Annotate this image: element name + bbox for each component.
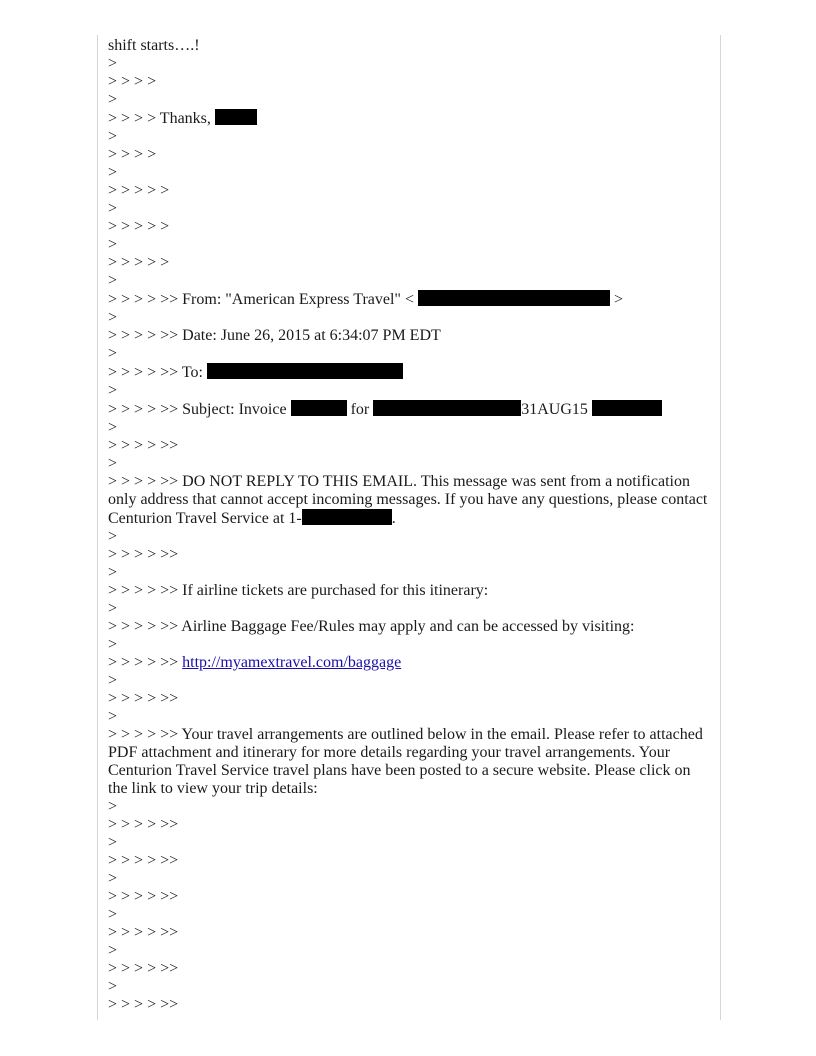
quoted-line: > > > > >> [108,960,179,977]
baggage-link-prefix: > > > > >> [108,654,183,671]
quoted-line: > [108,382,118,399]
thanks-text: > > > > Thanks, [108,110,215,127]
quoted-line: > [108,798,118,815]
redacted-phone-number [302,509,392,525]
quoted-line: > [108,345,118,362]
quoted-line: > > > > >> [108,690,179,707]
airline-tickets-line: > > > > >> If airline tickets are purchased for this itinerary: [108,582,489,599]
quoted-line: shift starts….! [108,37,200,54]
quoted-line: > > > > >> [108,996,179,1013]
quoted-line: > [108,528,118,545]
quoted-line: > > > > >> [108,816,179,833]
quoted-line: > > > > >> [108,888,179,905]
do-not-reply-text: > > > > >> DO NOT REPLY TO THIS EMAIL. This message was sent from a notification only address that cannot accept incoming messages. If you have any questions, please contact Centurion Travel Service at 1- [108,473,708,527]
quoted-line: > [108,164,118,181]
quoted-line: > > > > >> [108,437,179,454]
quoted-line: > [108,419,118,436]
subject-date: 31AUG15 [521,401,592,418]
subject-for: for [346,401,374,418]
redacted-recipient [207,363,403,379]
quoted-line: > [108,309,118,326]
quoted-line: > > > > >> [108,852,179,869]
quoted-line: > > > > >> [108,924,179,941]
date-line: > > > > >> Date: June 26, 2015 at 6:34:07 PM EDT [108,327,441,344]
travel-arrangements-paragraph: > > > > >> Your travel arrangements are outlined below in the email. Please refer to attached PDF attachment and itinerary for more details regarding your travel arrangements. Your Centurion Travel Service travel plans have been posted to a secure website. Please click on the link to view your trip details: [108,726,703,797]
quoted-line: > > > > [108,146,157,163]
to-label: > > > > >> To: [108,364,207,381]
quoted-line: > [108,91,118,108]
quoted-line: > [108,834,118,851]
thanks-line [108,109,708,128]
quoted-line: > > > > > [108,182,170,199]
quoted-line: > > > > > [108,254,170,271]
redacted-email-address [418,290,610,306]
quoted-line: > [108,942,118,959]
do-not-reply-end: . [391,510,396,527]
quoted-line: > [108,455,118,472]
from-line [108,290,708,309]
quoted-line: > [108,870,118,887]
quoted-line: > [108,708,118,725]
document-page [97,35,721,1020]
quoted-line: > [108,672,118,689]
from-label: > > > > >> From: "American Express Travel" < [108,291,418,308]
quoted-line: > [108,978,118,995]
quoted-line: > [108,55,118,72]
quoted-line: > [108,200,118,217]
subject-label: > > > > >> Subject: Invoice [108,401,291,418]
email-body [108,37,708,1014]
quoted-line: > [108,600,118,617]
baggage-fee-line: > > > > >> Airline Baggage Fee/Rules may apply and can be accessed by visiting: [108,618,635,635]
redacted-destination [592,400,662,416]
subject-line [108,400,708,419]
quoted-line: > > > > [108,73,157,90]
to-line [108,363,708,382]
baggage-link-line [108,654,708,672]
quoted-line: > [108,128,118,145]
redacted-invoice-number [291,400,347,416]
do-not-reply-paragraph [108,473,708,528]
from-close: > [609,291,624,308]
quoted-line: > [108,564,118,581]
baggage-link[interactable]: http://myamextravel.com/baggage [182,654,402,671]
quoted-line: > [108,236,118,253]
quoted-line: > [108,636,118,653]
quoted-line: > > > > > [108,218,170,235]
redacted-name [215,109,257,125]
quoted-line: > > > > >> [108,546,179,563]
redacted-traveler [373,400,521,416]
quoted-line: > [108,272,118,289]
quoted-line: > [108,906,118,923]
